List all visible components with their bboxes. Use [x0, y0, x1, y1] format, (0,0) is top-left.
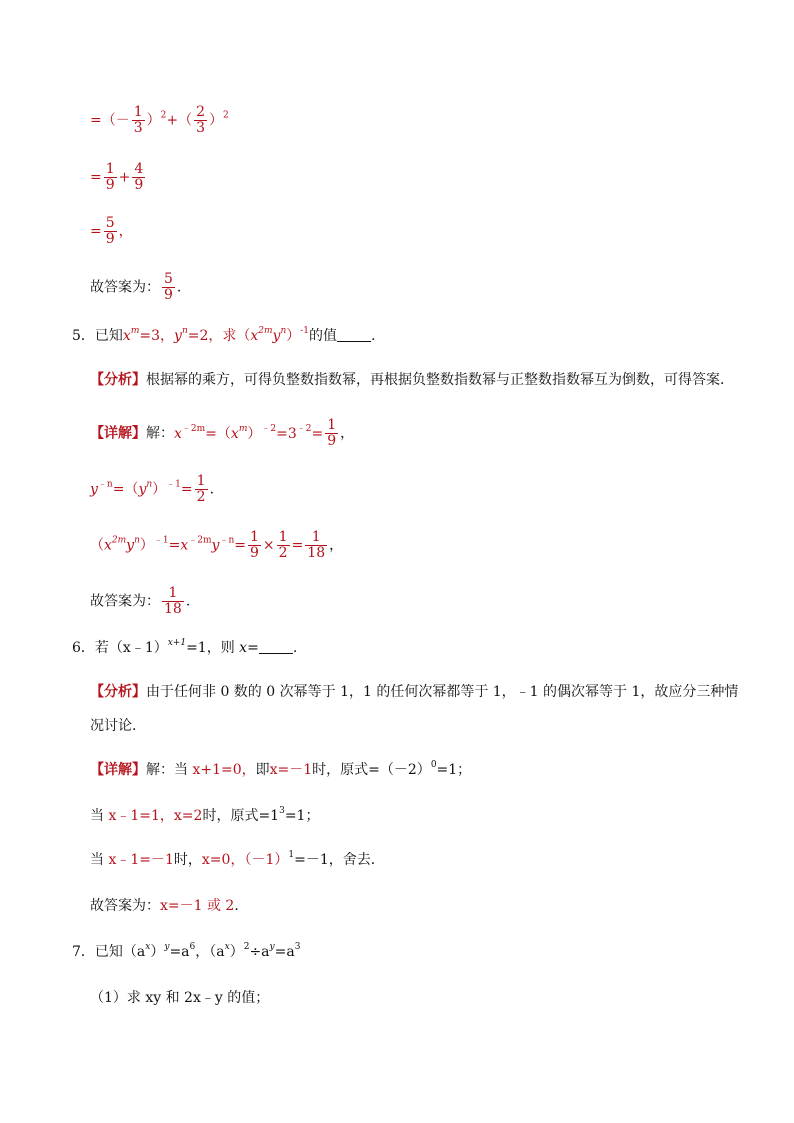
eq-text: = — [247, 640, 259, 656]
exponent: ﹣1 — [166, 479, 181, 490]
denominator: 9 — [164, 287, 173, 303]
math: x=－1 — [269, 762, 313, 778]
exponent: -1 — [300, 326, 310, 336]
comma: ， — [118, 223, 133, 240]
numerator: 1 — [305, 530, 327, 546]
math: x﹣1=－1 — [108, 852, 174, 868]
numerator: 1 — [105, 161, 115, 177]
answer-label: 故答案为： — [90, 593, 160, 610]
paren: ） — [229, 944, 244, 960]
plus: + — [118, 169, 131, 186]
answer-label: 故答案为： — [90, 279, 160, 296]
exponent: y — [269, 942, 275, 952]
answer-blank — [337, 327, 371, 342]
var: x — [250, 328, 259, 344]
fraction — [325, 418, 338, 449]
fraction — [132, 105, 145, 136]
exponent: 2 — [160, 110, 167, 121]
eq-text: = — [168, 537, 181, 554]
eq-text: = — [180, 481, 193, 498]
exponent: n — [134, 535, 140, 546]
math: x=2 — [173, 808, 203, 824]
fraction — [104, 216, 117, 247]
question-text: ，（a — [195, 944, 225, 960]
step-line-1 — [90, 105, 229, 136]
question-7-part-1 — [90, 988, 269, 1008]
var: y — [126, 537, 135, 554]
question-number: 6． — [72, 640, 95, 656]
eq-text: = — [90, 169, 102, 186]
denominator: 9 — [249, 545, 259, 561]
detail-text: 当 — [90, 852, 109, 868]
exponent: n — [280, 326, 287, 336]
period: . — [292, 640, 298, 656]
denominator: 2 — [278, 545, 288, 561]
exponent: 1 — [288, 850, 295, 860]
exponent: 2 — [223, 110, 229, 121]
detail-text: 解： — [146, 425, 174, 442]
eq-text: =（ — [112, 481, 139, 498]
eq-text: = — [234, 537, 246, 554]
var: x — [239, 640, 248, 656]
denominator: 9 — [327, 433, 337, 449]
eq-text: =（－ — [90, 112, 130, 129]
var: y — [90, 481, 98, 498]
math: x﹣1=1， — [108, 808, 174, 824]
exponent: m — [130, 326, 140, 336]
var: y — [174, 328, 182, 344]
denominator: 3 — [196, 120, 206, 136]
denominator: 18 — [307, 545, 326, 561]
question-7 — [72, 942, 300, 962]
plus: +（ — [166, 112, 193, 129]
times: × — [262, 537, 275, 554]
paren: ） — [286, 328, 301, 344]
paren: ） — [139, 537, 154, 554]
detail-text: =1； — [284, 808, 320, 824]
analysis-tag: 【分析】 — [90, 684, 146, 700]
exponent: x+1 — [167, 638, 187, 648]
eq-text: =3 — [276, 425, 297, 442]
math: x+1=0， — [192, 762, 256, 778]
exponent: ﹣2m — [181, 423, 206, 434]
eq-text: =a — [274, 944, 295, 960]
exponent: 6 — [189, 942, 196, 952]
exponent: ﹣n — [219, 535, 235, 546]
denominator: 9 — [134, 177, 144, 193]
detail-6-line-3 — [90, 850, 385, 870]
numerator: 1 — [327, 417, 337, 433]
detail-6-line-2 — [90, 806, 319, 826]
detail-5-line-1 — [90, 418, 354, 449]
numerator: 4 — [134, 161, 144, 177]
exponent: 2 — [243, 942, 250, 952]
var: x — [104, 537, 112, 554]
paren: ） — [150, 944, 165, 960]
comma: ， — [329, 537, 344, 554]
var: x — [174, 425, 182, 442]
answer-6 — [90, 896, 239, 916]
numerator: 1 — [162, 586, 184, 602]
detail-text: 时，原式=（－2） — [312, 762, 431, 778]
fraction — [248, 530, 261, 561]
answer-label: 故答案为： — [90, 898, 160, 914]
detail-text: 即 — [255, 762, 270, 778]
eq-text: =（ — [205, 425, 231, 442]
analysis-text: 况讨论． — [90, 718, 146, 734]
answer-value: x=－1 或 2 — [160, 898, 235, 914]
analysis-tag: 【分析】 — [90, 372, 146, 388]
var: y — [211, 537, 220, 554]
fraction — [195, 474, 208, 505]
eq-text: ÷a — [249, 944, 270, 960]
exponent: ﹣n — [97, 479, 113, 490]
exponent: x — [224, 942, 230, 952]
detail-text: 解：当 — [146, 762, 193, 778]
numerator: 1 — [196, 473, 206, 489]
step-line-3 — [90, 216, 133, 247]
question-number: 7． — [72, 944, 95, 960]
detail-text: 时，原式=1 — [202, 808, 280, 824]
period: . — [371, 328, 376, 344]
period: . — [176, 279, 182, 296]
question-6 — [72, 638, 297, 658]
answer-5 — [90, 586, 190, 617]
answer-line — [90, 272, 181, 303]
numerator: 5 — [164, 271, 173, 287]
numerator: 5 — [105, 215, 115, 231]
eq-text: =a — [169, 944, 190, 960]
paren: （ — [90, 537, 104, 554]
step-line-2 — [90, 162, 147, 193]
period: . — [209, 481, 215, 498]
numerator: 1 — [133, 104, 143, 120]
detail-text: =－1，舍去． — [294, 852, 385, 868]
numerator: 1 — [249, 529, 259, 545]
question-text: =1，则 — [186, 640, 240, 656]
eq-text: = — [291, 537, 304, 554]
detail-tag: 【详解】 — [90, 425, 146, 442]
eq-text: =3， — [139, 328, 175, 344]
exponent: n — [181, 326, 188, 336]
denominator: 3 — [133, 120, 143, 136]
eq-text: = — [90, 223, 102, 240]
var: y — [272, 328, 281, 344]
detail-text: =1； — [436, 762, 472, 778]
exponent: ﹣2 — [261, 423, 277, 434]
denominator: 9 — [105, 177, 115, 193]
question-text: 已知（a — [94, 944, 146, 960]
numerator: 1 — [278, 529, 288, 545]
fraction — [277, 530, 290, 561]
fraction — [162, 586, 184, 617]
analysis-6 — [90, 682, 738, 702]
exponent: y — [164, 942, 170, 952]
detail-6-line-1 — [90, 760, 471, 780]
var: y — [138, 481, 147, 498]
analysis-text: 由于任何非 0 数的 0 次幂等于 1，1 的任何次幂都等于 1，﹣1 的偶次幂等于 1，故应分三种情 — [146, 684, 739, 700]
paren: ） — [146, 112, 161, 129]
numerator: 2 — [196, 104, 206, 120]
fraction — [104, 162, 117, 193]
exponent: 2m — [111, 535, 127, 546]
exponent: 0 — [430, 760, 437, 770]
detail-text: 时， — [173, 852, 202, 868]
eq-text: = — [311, 425, 324, 442]
detail-text: 当 — [90, 808, 109, 824]
var: x — [180, 537, 189, 554]
period: . — [185, 593, 191, 610]
answer-blank — [259, 639, 293, 654]
analysis-5 — [90, 370, 734, 390]
exponent: ﹣2 — [296, 423, 312, 434]
exponent: m — [238, 423, 248, 434]
exponent: 2m — [258, 326, 273, 336]
exponent: x — [145, 942, 151, 952]
fraction — [305, 530, 327, 561]
question-text: 若（x﹣1） — [94, 640, 168, 656]
fraction — [132, 162, 145, 193]
exponent: n — [146, 479, 153, 490]
exponent: ﹣2m — [188, 535, 212, 546]
analysis-text: 根据幂的乘方，可得负整数指数幂，再根据负整数指数幂与正整数指数幂互为倒数，可得答案． — [146, 372, 734, 388]
var: x — [122, 328, 131, 344]
question-5 — [72, 326, 376, 346]
analysis-6-cont — [90, 716, 146, 736]
detail-5-line-2 — [90, 474, 214, 505]
question-number: 5． — [72, 328, 95, 344]
paren: ） — [152, 481, 167, 498]
question-text: 已知 — [94, 328, 123, 344]
denominator: 18 — [164, 601, 182, 617]
math: x=0，（－1） — [201, 852, 289, 868]
exponent: 3 — [294, 942, 301, 952]
math — [123, 328, 309, 344]
eq-text: =2，求（ — [187, 328, 251, 344]
exponent: 3 — [279, 806, 285, 816]
comma: ， — [340, 425, 355, 442]
denominator: 2 — [196, 489, 206, 505]
fraction — [194, 105, 207, 136]
detail-tag: 【详解】 — [90, 762, 146, 778]
question-text: 的值 — [309, 328, 338, 344]
fraction — [162, 272, 175, 303]
question-text: （1）求 xy 和 2x﹣y 的值； — [90, 990, 270, 1006]
detail-5-line-3 — [90, 530, 343, 561]
exponent: ﹣1 — [153, 535, 169, 546]
paren: ） — [247, 425, 262, 442]
paren: ） — [209, 112, 224, 129]
period: . — [234, 898, 239, 914]
math — [174, 417, 340, 449]
var: x — [230, 425, 239, 442]
denominator: 9 — [105, 231, 115, 247]
